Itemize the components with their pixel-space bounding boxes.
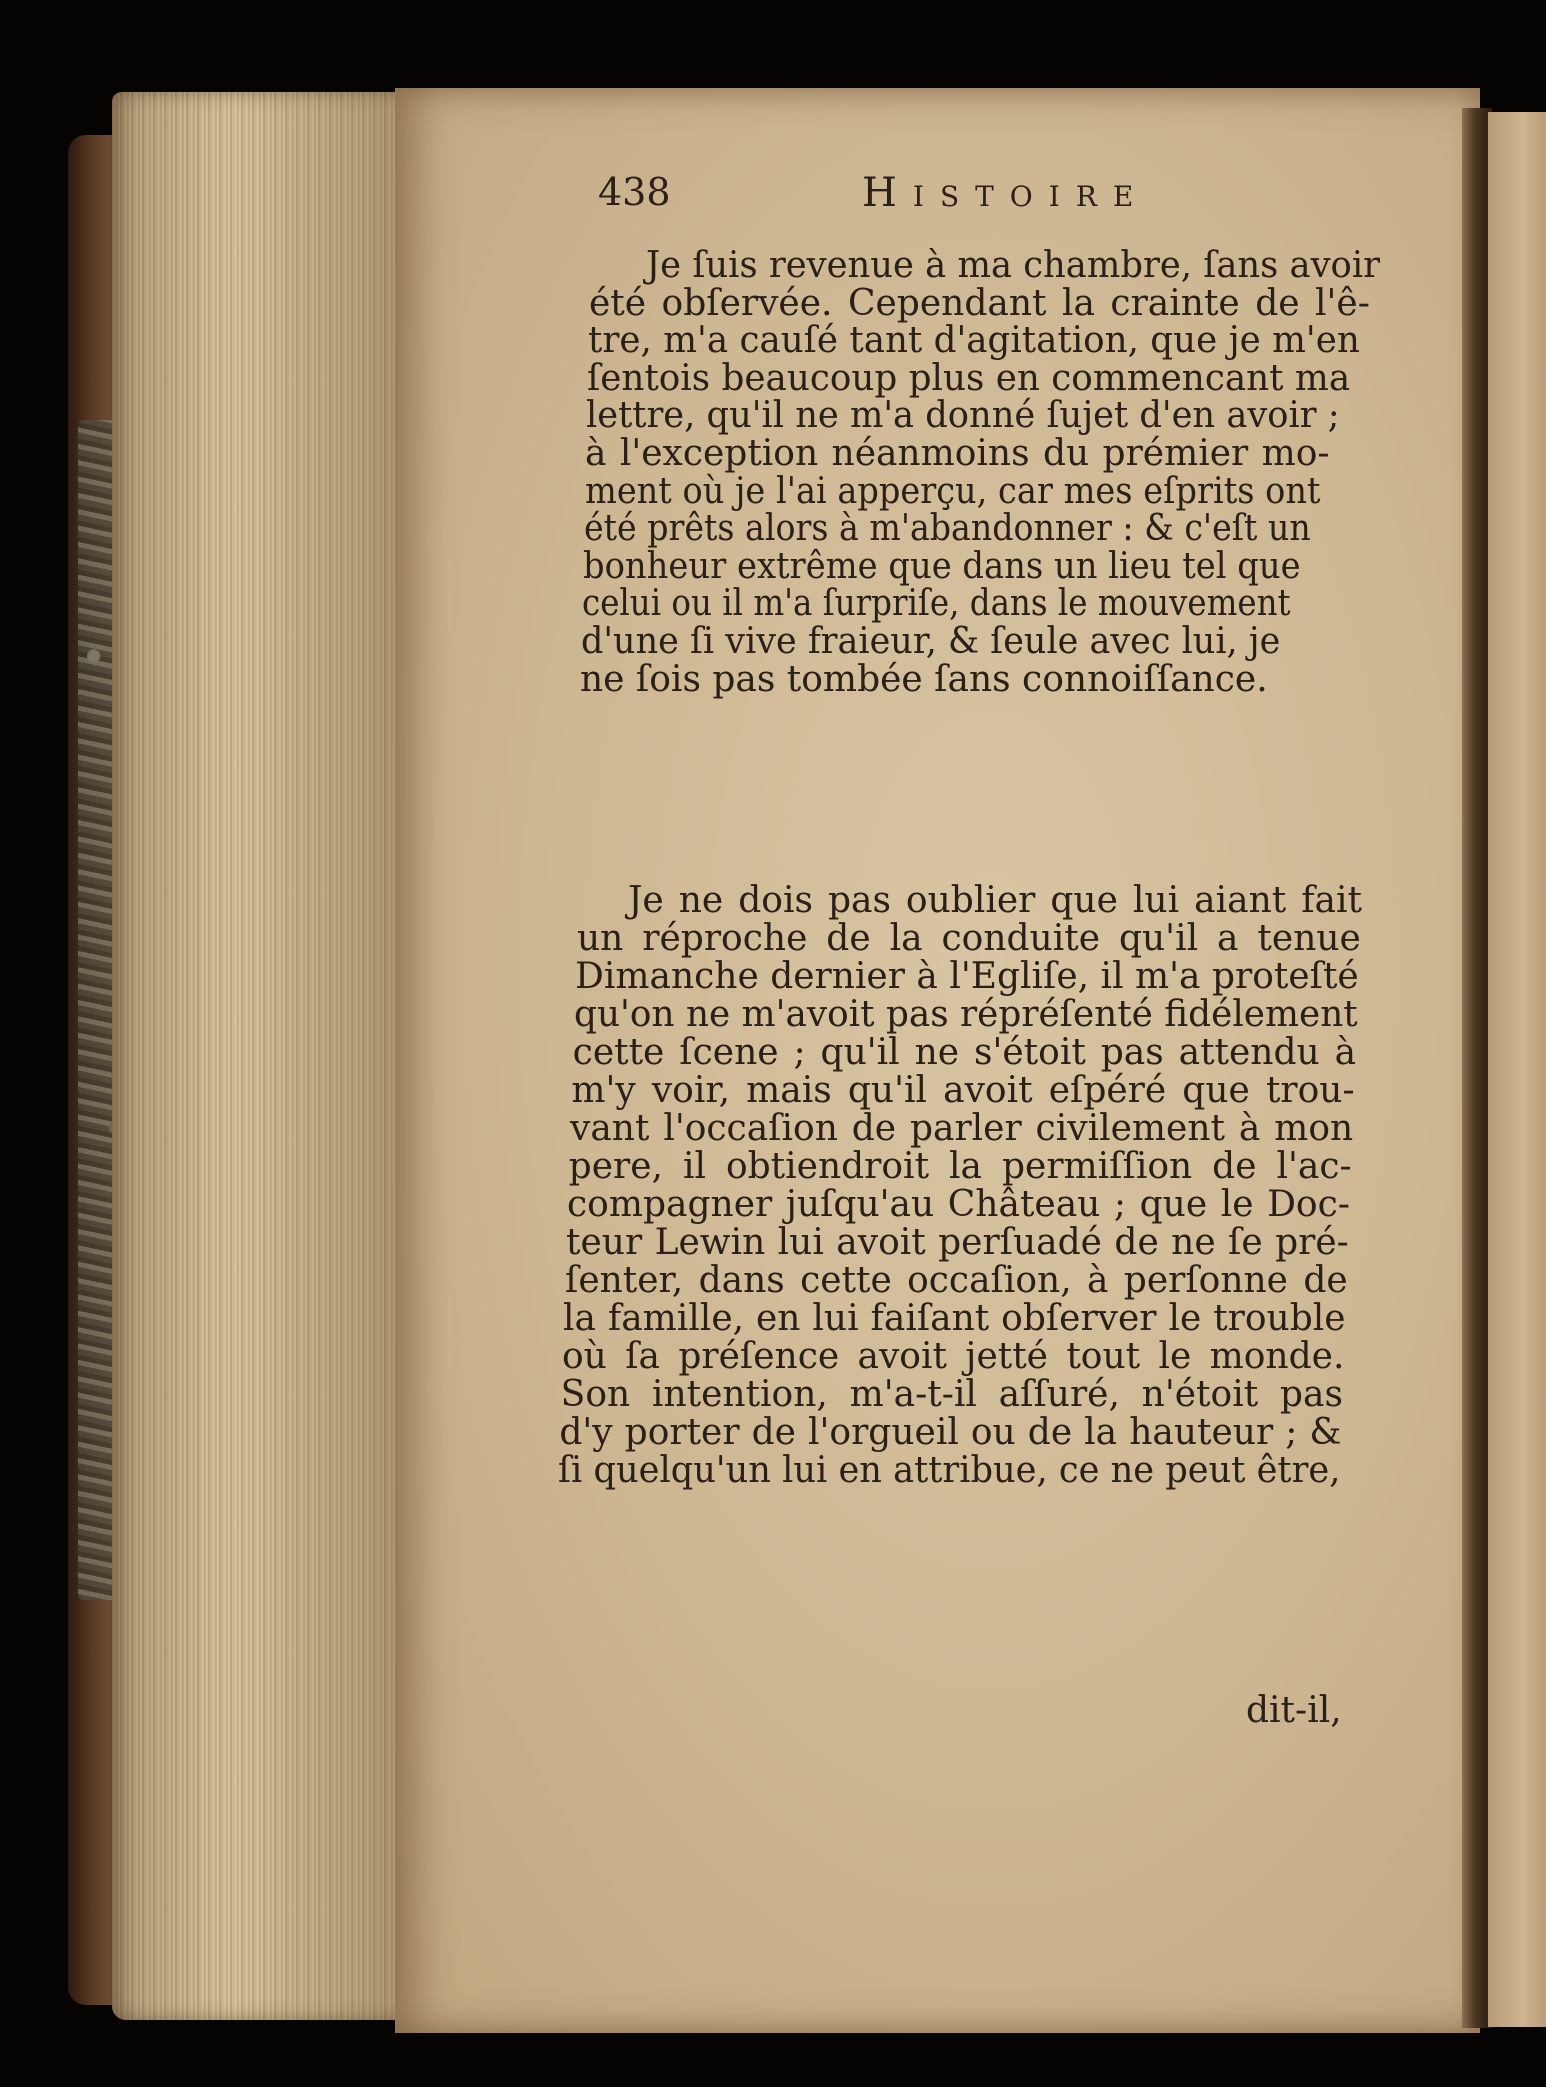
text-line: à l'exception néanmoins du prémier mo- [585, 433, 1330, 474]
text-line: ſentois beaucoup plus en commencant ma [587, 357, 1351, 399]
text-line: d'y porter de l'orgueil ou de la hauteur ; & [559, 1412, 1342, 1453]
text-line: m'y voir, mais qu'il avoit eſpéré que trou- [571, 1070, 1355, 1111]
text-line: Je ſuis revenue à ma chambre, ſans avoir [646, 245, 1380, 286]
text-line: celui ou il m'a ſurpriſe, dans le mouvement [581, 583, 1291, 625]
facing-page-edge [1488, 112, 1546, 2027]
text-line: d'une ſi vive fraieur, & ſeule avec lui, je [580, 621, 1281, 662]
text-line: pere, il obtiendroit la permiſſion de l'ac- [568, 1146, 1352, 1187]
text-line: ne ſois pas tombée ſans connoiſſance. [580, 658, 1268, 700]
text-line: ſenter, dans cette occaſion, à perſonne de [564, 1260, 1348, 1301]
text-line: teur Lewin lui avoit perſuadé de ne ſe pré- [566, 1222, 1349, 1263]
catchword: dit-il, [1246, 1690, 1342, 1731]
text-line: tre, m'a cauſé tant d'agitation, que je m'en [588, 320, 1360, 362]
text-line: compagner juſqu'au Château ; que le Doc- [567, 1184, 1351, 1225]
text-line: été obſervée. Cependant la crainte de l'ê- [589, 282, 1370, 324]
text-line: un réproche de la conduite qu'il a tenue [576, 918, 1361, 959]
text-line: ſi quelqu'un lui en attribue, ce ne peut être, [558, 1450, 1341, 1491]
text-line: la famille, en lui faiſant obſerver le trouble [563, 1298, 1346, 1339]
text-line: bonheur extrême que dans un lieu tel que [582, 545, 1301, 587]
text-line: été prêts alors à m'abandonner : & c'eſt un [583, 508, 1311, 550]
text-line: Dimanche dernier à l'Egliſe, il m'a proteſté [575, 956, 1360, 997]
text-line: ment où je l'ai apperçu, car mes eſprits ont [584, 470, 1320, 512]
text-line: vant l'occaſion de parler civilement à mon [570, 1108, 1354, 1149]
page-number: 438 [598, 170, 671, 214]
text-line: cette ſcene ; qu'il ne s'étoit pas attendu à [572, 1032, 1357, 1073]
text-line: Je ne dois pas oublier que lui aiant fait [628, 880, 1362, 921]
text-line: lettre, qu'il ne m'a donné ſujet d'en avoir ; [586, 395, 1340, 437]
page-fore-edge-shade [112, 92, 412, 2020]
running-head-title: Histoire [862, 170, 1150, 216]
text-line: où ſa préſence avoit jetté tout le monde. [562, 1336, 1345, 1377]
text-line: qu'on ne m'avoit pas répréſenté fidélement [574, 994, 1358, 1035]
text-line: Son intention, m'a-t-il aſſuré, n'étoit pas [560, 1374, 1343, 1415]
